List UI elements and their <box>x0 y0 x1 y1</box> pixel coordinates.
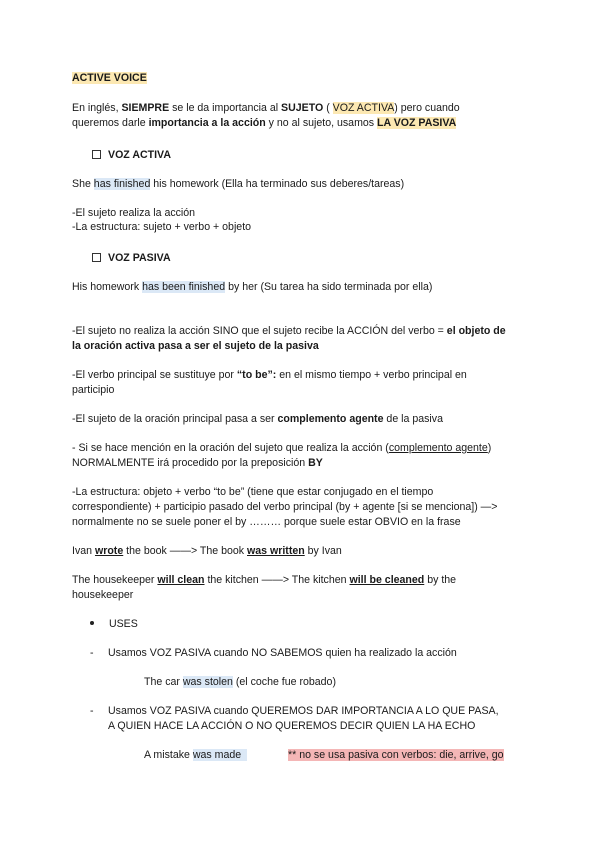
pasiva-rule-2-line-2: participio <box>72 384 115 396</box>
checkbox-icon[interactable] <box>92 253 101 262</box>
pasiva-rule-1-line-2: la oración activa pasa a ser el sujeto de la pasiva <box>72 340 319 352</box>
document-title: ACTIVE VOICE <box>72 72 147 84</box>
voz-pasiva-heading: VOZ PASIVA <box>92 251 171 265</box>
uses-heading: USES <box>90 617 138 631</box>
voz-activa-heading: VOZ ACTIVA <box>92 148 171 162</box>
activa-point-2: -La estructura: sujeto + verbo + objeto <box>72 221 252 233</box>
pasiva-rule-3: -El sujeto de la oración principal pasa a ser complemento agente de la pasiva <box>72 413 443 425</box>
uses-item-1-example: The car was stolen (el coche fue robado) <box>144 676 336 688</box>
uses-item-2-line-2: A QUIEN HACE LA ACCIÓN O NO QUEREMOS DECIR QUIEN LA HA ECHO <box>108 720 476 732</box>
example-2-line-1: The housekeeper will clean the kitchen ——> The kitchen will be cleaned by the <box>72 574 457 586</box>
pasiva-rule-5-line-3: normalmente no se suele poner el by ……… porque suele estar OBVIO en la frase <box>72 516 461 528</box>
example-2-line-2: housekeeper <box>72 589 134 601</box>
example-1: Ivan wrote the book ——> The book was written by Ivan <box>72 545 342 557</box>
intro-line-2: queremos darle importancia a la acción y no al sujeto, usamos LA VOZ PASIVA <box>72 117 457 129</box>
pasiva-rule-5-line-1: -La estructura: objeto + verbo “to be” (tiene que estar conjugado en el tiempo <box>72 486 434 498</box>
uses-item-1: Usamos VOZ PASIVA cuando NO SABEMOS quien ha realizado la acción <box>108 647 457 659</box>
bullet-icon <box>90 621 94 625</box>
pasiva-rule-4-line-2: NORMALMENTE irá procedido por la preposición BY <box>72 457 323 469</box>
uses-item-2-line-1: Usamos VOZ PASIVA cuando QUEREMOS DAR IMPORTANCIA A LO QUE PASA, <box>108 705 499 717</box>
pasiva-rule-4-line-1: - Si se hace mención en la oración del sujeto que realiza la acción (complemento agente) <box>72 442 492 454</box>
uses-dash-1: - <box>90 647 94 659</box>
pasiva-rule-5-line-2: correspondiente) + participio pasado del verbo principal (by + agente [si se menciona]) —> <box>72 501 498 513</box>
checkbox-icon[interactable] <box>92 150 101 159</box>
uses-item-2-example: A mistake was made <box>144 748 247 762</box>
pasiva-rule-1-line-1: -El sujeto no realiza la acción SINO que el sujeto recibe la ACCIÓN del verbo = el objeto de <box>72 325 506 337</box>
pasiva-example: His homework has been finished by her (Su tarea ha sido terminada por ella) <box>72 281 433 293</box>
activa-example: She has finished his homework (Ella ha terminado sus deberes/tareas) <box>72 178 405 190</box>
uses-dash-2: - <box>90 705 94 717</box>
passive-note: ** no se usa pasiva con verbos: die, arrive, go <box>288 749 504 761</box>
pasiva-rule-2-line-1: -El verbo principal se sustituye por “to be”: en el mismo tiempo + verbo principal en <box>72 369 467 381</box>
activa-point-1: -El sujeto realiza la acción <box>72 207 196 219</box>
intro-line-1: En inglés, SIEMPRE se le da importancia al SUJETO ( VOZ ACTIVA) pero cuando <box>72 102 460 114</box>
